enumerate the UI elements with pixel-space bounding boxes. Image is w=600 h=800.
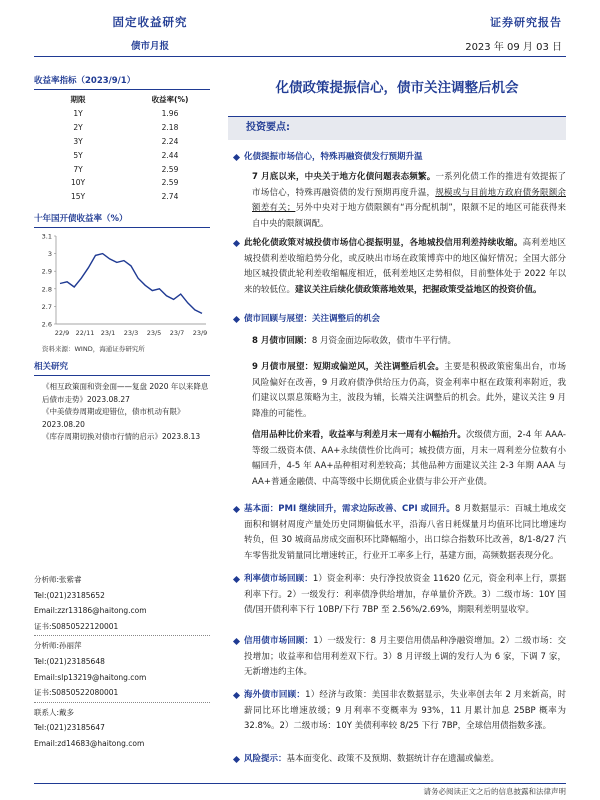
bold-lead: 8 月债市回顾： xyxy=(252,336,312,346)
value-header: 收益率(%) xyxy=(151,95,189,104)
analyst-block xyxy=(34,635,210,700)
section-rule xyxy=(34,375,210,376)
section-rule xyxy=(34,227,210,228)
report-title: 化债政策提振信心，债市关注调整后机会 xyxy=(275,80,519,96)
table-row xyxy=(34,148,210,162)
term-cell: 3Y xyxy=(73,136,83,146)
report-label: 证券研究报告 xyxy=(490,16,562,29)
bold-text: 建议关注后续化债政策落地效果，把握政策受益地区的投资价值。 xyxy=(295,284,542,295)
y-tick-label: 2.6 xyxy=(41,320,52,329)
text-run: 次级债方面，2-4 年 AAA-等级二级资本债、AA+永续债性价比尚可；城投债方面，月末一周利差分位数有小幅回升，4-5 年 AA+品种相对利差较高；其他品种方面建议关注 2-3 年期 AAA 与 AA+普通金融债、中高等级中长期优质企业债与非公开产业债。 xyxy=(252,430,566,487)
yield-indicators xyxy=(34,74,210,203)
related-item[interactable]: 《库存周期切换对债市行情的启示》2023.8.13 xyxy=(42,432,201,441)
paragraph-text xyxy=(228,170,566,232)
x-tick-label: 22/9 xyxy=(54,329,70,337)
analyst-email[interactable]: Email:slp13219@haitong.com xyxy=(34,672,147,682)
text-run: 8 月资金面边际收敛，债市牛平行情。 xyxy=(311,336,456,346)
report-date: 2023 年 09 月 03 日 xyxy=(465,42,562,53)
analyst-cert: 证书:S0850522080001 xyxy=(34,688,119,698)
report-header-left xyxy=(0,14,300,52)
value-cell: 2.59 xyxy=(161,164,179,174)
paragraph-1 xyxy=(228,170,566,232)
point-heading: 基本面：PMI 继续回升，需求边际改善、CPI 或回升。 xyxy=(244,504,455,514)
paragraph-text xyxy=(228,236,566,298)
text-run: 高利差地区城投债利差收缩趋势分化，或反映出市场在政策博弈中的地区偏好情况；全国大部分地区城投债此轮利差收缩幅度相近，低利差地区走势相似，目前整体处于 2022 年以来的较低位。 xyxy=(244,238,566,295)
y-tick-label: 2.9 xyxy=(41,267,52,276)
point-heading: 债市回顾与展望：关注调整后的机会 xyxy=(244,314,381,324)
analyst-tel: Tel:(021)23185652 xyxy=(34,590,105,600)
point-heading: 化债提振市场信心，特殊再融资债发行预期升温 xyxy=(244,152,423,162)
analyst-name: 联系人:戴多 xyxy=(34,707,75,717)
y-tick-label: 3 xyxy=(47,250,52,259)
paragraph-text xyxy=(228,752,566,768)
yield-chart xyxy=(34,230,210,342)
point-3 xyxy=(228,312,566,328)
yield-table xyxy=(34,92,210,203)
table-row xyxy=(34,190,210,204)
text-run: 8 月数据显示：百城土地成交面积和钢材周度产量处历史同期偏低水平，沿海八省日耗煤量月均值环比同比增速均转负，但 30 城商品房成交面积环比降幅缩小，出口综合指数环比改善，8/1-8/27 汽车零售批发销量同比增速转正，行业开工率多上行，基建方面，高频数据表现分化。 xyxy=(244,504,566,561)
analyst-block xyxy=(34,702,210,752)
paragraph-text xyxy=(228,688,566,735)
text-run: 1）经济与政策：美国非农数据显示，失业率创去年 2 月来新高，时薪同比环比增速放缓；9 月利率不变概率为 93%，11 月累计加息 25BP 概率为 32.8%。2）二级市场：10Y 美债利率较 8/25 下行 7BP，全球信用债指数多涨。 xyxy=(244,690,566,731)
analyst-email[interactable]: Email:zzr13186@haitong.com xyxy=(34,606,147,616)
value-cell: 2.24 xyxy=(161,136,179,146)
point-heading: 信用债市场回顾： xyxy=(244,636,314,646)
related-research xyxy=(34,360,210,444)
analyst-name: 分析师:张紫睿 xyxy=(34,575,82,584)
paragraph-text xyxy=(228,502,566,564)
main-content xyxy=(228,64,566,140)
x-tick-label: 23/9 xyxy=(192,329,208,337)
point-9 xyxy=(228,688,566,735)
report-header-right xyxy=(465,14,562,53)
y-tick-label: 2.8 xyxy=(41,285,52,294)
yield-chart-svg xyxy=(34,230,210,342)
point-2 xyxy=(228,236,566,298)
y-tick-label: 2.7 xyxy=(41,302,52,311)
paragraph-text xyxy=(228,360,566,422)
paragraph-4 xyxy=(228,360,566,422)
paragraph-text xyxy=(228,634,566,681)
text-run: 1）一级发行：8 月主要信用债品种净融资增加。2）二级市场：交投增加；收益率和信用利差双下行。3）8 月评级上调的发行人为 6 家，下调 7 家，无新增违约主体。 xyxy=(244,636,566,677)
bold-lead: 此轮化债政策对城投债市场信心提振明显，各地城投信用利差持续收缩。 xyxy=(244,238,523,248)
term-cell: 2Y xyxy=(73,123,83,133)
value-cell: 2.44 xyxy=(161,150,179,160)
analyst-block xyxy=(34,570,210,634)
bold-lead: 9 月债市展望：短期或偏逆风，关注调整后机会。 xyxy=(252,362,445,372)
yield-table-header xyxy=(34,92,210,107)
analyst-tel: Tel:(021)23185647 xyxy=(34,723,105,733)
x-tick-label: 22/11 xyxy=(75,329,95,337)
x-tick-label: 23/3 xyxy=(123,329,139,337)
value-cell: 1.96 xyxy=(161,109,179,119)
text-run: 主要是积极政策密集出台，市场风险偏好在改善，9 月政府债净供给压力仍高，资金利率中枢在政策利率附近，我们建议以票息策略为主，波段为辅，长端关注调整后的机会。此外，建议关注 9 月降准的可能性。 xyxy=(252,362,566,419)
bold-lead: 信用品种比价来看，收益率与利差月末一周有小幅抬升。 xyxy=(252,430,466,440)
term-cell: 7Y xyxy=(73,164,83,174)
point-heading: 海外债市回顾： xyxy=(244,690,306,700)
analyst-cert: 证书:S0850522120001 xyxy=(34,621,119,631)
table-row xyxy=(34,135,210,149)
term-cell: 15Y xyxy=(70,192,86,202)
x-tick-label: 23/1 xyxy=(100,329,116,337)
related-item[interactable]: 《中美债券周期或迎错位，债市机动有限》2023.08.20 xyxy=(42,407,185,429)
paragraph-text xyxy=(228,428,566,490)
term-cell: 5Y xyxy=(73,150,83,160)
series-line xyxy=(60,254,202,314)
value-cell: 2.59 xyxy=(161,178,179,188)
x-tick-label: 23/5 xyxy=(146,329,162,337)
text-run: 一系列化债工作的推进有效提振了市场信心，特殊再融资债的发行预期再度升温， xyxy=(252,172,566,198)
y-tick-label: 3.1 xyxy=(41,232,52,241)
paragraph-5 xyxy=(228,428,566,490)
term-header: 期限 xyxy=(70,95,86,104)
related-title: 相关研究 xyxy=(34,362,69,372)
yield-section-title: 收益率指标（2023/9/1） xyxy=(34,76,136,86)
analyst-tel: Tel:(021)23185648 xyxy=(34,656,105,666)
bold-lead: 7 月底以来，中央关于地方化债问题表态频繁。 xyxy=(252,172,436,182)
term-cell: 10Y xyxy=(70,178,86,188)
point-7 xyxy=(228,572,566,619)
table-row xyxy=(34,121,210,135)
term-cell: 1Y xyxy=(73,109,83,119)
text-run: 1）资金利率：央行净投放资金 11620 亿元，资金利率上行，票据利率下行。2）一级发行：利率债净供给增加，存单量价齐跌。3）二级市场：10Y 国债/国开债利率下行 10BP/下行 7BP 至 2.56%/2.69%，期限利差明显收窄。 xyxy=(244,574,566,615)
paragraph-text xyxy=(228,334,566,350)
value-cell: 2.18 xyxy=(161,123,179,133)
point-1 xyxy=(228,150,566,166)
disclaimer-footer: 请务必阅读正文之后的信息披露和法律声明 xyxy=(423,787,566,796)
footer-divider xyxy=(34,783,566,784)
chart-title-block xyxy=(34,212,210,228)
point-10 xyxy=(228,752,566,768)
underlined-text: 规模或与目前地方政府债务限额余额差有关； xyxy=(252,187,566,213)
section-rule xyxy=(34,89,210,90)
report-type: 债市月报 xyxy=(130,41,169,52)
paragraph-text xyxy=(228,572,566,619)
table-row xyxy=(34,107,210,121)
analyst-contacts xyxy=(34,570,210,753)
value-cell: 2.74 xyxy=(161,192,179,202)
related-list xyxy=(34,381,210,444)
header-divider xyxy=(34,56,566,57)
point-8 xyxy=(228,634,566,681)
x-tick-label: 23/7 xyxy=(169,329,185,337)
point-heading: 利率债市场回顾： xyxy=(244,574,313,584)
table-row xyxy=(34,176,210,190)
investment-highlights-bar: 投资要点: xyxy=(228,116,566,140)
related-item[interactable]: 《相互政策面和资金面——复盘 2020 年以来降息后债市走势》2023.08.27 xyxy=(42,382,209,404)
source-note: 资料来源：WIND，海通证券研究所 xyxy=(42,345,145,353)
paragraph-3 xyxy=(228,334,566,350)
point-6 xyxy=(228,502,566,564)
analyst-email[interactable]: Email:zd14683@haitong.com xyxy=(34,738,145,748)
table-row xyxy=(34,162,210,176)
chart-title: 十年国开债收益率（%） xyxy=(34,214,128,224)
point-heading: 风险提示： xyxy=(244,754,287,764)
text-run: 基本面变化、政策不及预期、数据统计存在遗漏或偏差。 xyxy=(286,754,500,764)
analyst-name: 分析师:孙丽萍 xyxy=(34,641,82,651)
report-category: 固定收益研究 xyxy=(112,15,188,29)
text-run: 另外中央对于地方债限额有“再分配机制”，限额不足的地区可能获得来自中央的限额调配。 xyxy=(252,203,566,229)
